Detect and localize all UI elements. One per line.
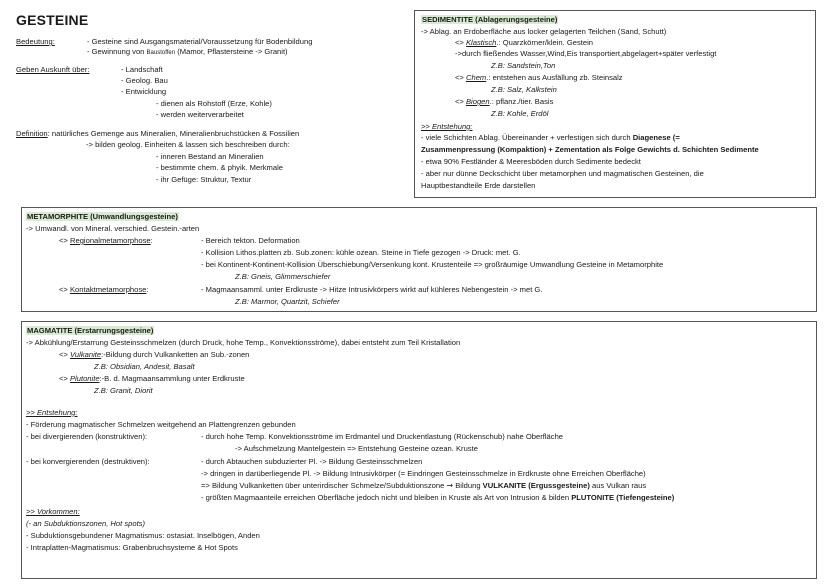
- auskunft-label: Geben Auskunft über:: [16, 65, 90, 74]
- bedeutung-baustoffe: Baustoffen: [146, 50, 176, 56]
- bedeutung-line-1: - Gesteine sind Ausgangsmaterial/Voraussetzung für Bodenbildung: [87, 37, 313, 46]
- vulkanite-line: [59, 350, 249, 360]
- klastisch-line-2: ->durch fließendes Wasser,Wind,Eis transportiert,abgelagert+später verfestigt: [455, 49, 717, 58]
- bedeutung-label: Bedeutung:: [16, 37, 55, 46]
- konvergierend-label: - bei konvergierenden (destruktiven):: [26, 457, 150, 466]
- definition-line-1: [16, 129, 299, 139]
- sediment-entstehung-heading: >> Entstehung:: [421, 122, 473, 131]
- metamorphite-box: [21, 207, 817, 312]
- text: Bildung: [453, 481, 483, 490]
- regional-item: - bei Kontinent-Kontinent-Kollision Überschiebung/Versenkung kont. Krustenteile => großräumige Umwandlung Gesteine in Metamorphite: [201, 260, 664, 269]
- colon: :: [146, 285, 149, 294]
- bullet: <>: [455, 38, 466, 47]
- vulkanite-example: Z.B: Obsidian, Andesit, Basalt: [94, 362, 195, 371]
- bullet: <>: [455, 73, 466, 82]
- bullet: <>: [59, 236, 70, 245]
- chem-line: [455, 73, 623, 83]
- klastisch-text: .: Quarzkörner/klein. Gestein: [496, 38, 594, 47]
- biogen-label: Biogen: [465, 97, 490, 106]
- plutonite-example: Z.B: Granit, Diorit: [94, 386, 153, 395]
- text: - viele Schichten Ablag. Übereinander + verfestigen sich durch: [421, 133, 633, 142]
- sedimentite-box: [414, 10, 816, 198]
- sedimentite-title: SEDIMENTITE (Ablagerungsgesteine): [422, 15, 558, 24]
- kontakt-label: Kontaktmetamorphose: [69, 285, 147, 294]
- auskunft-item: - Entwicklung: [121, 87, 167, 96]
- text: aus Vulkan raus: [589, 481, 647, 490]
- sediment-entstehung-line-4: - aber nur dünne Deckschicht über metamorphen und magmatischen Gesteinen, die: [421, 169, 704, 178]
- diagenese-bold: Diagenese (=: [632, 133, 680, 142]
- klastisch-label: Klastisch: [465, 38, 497, 47]
- regional-item: - Bereich tekton. Deformation: [201, 236, 300, 245]
- regional-line: [59, 236, 153, 246]
- regional-item: - Kollision Lithos.platten zb. Sub.zonen: kühle ozean. Steine in Tiefe gezogen -> Druck: met. G.: [201, 248, 521, 257]
- plutonite-bold: PLUTONITE (Tiefengesteine): [571, 493, 675, 502]
- sediment-entstehung-line-5: Hauptbestandteile Erde darstellen: [421, 181, 536, 190]
- magmatite-line-1: -> Abkühlung/Erstarrung Gesteinsschmelzen (durch Druck, hohe Temp., Konvektionsströme), dabei entsteht zum Teil Kristallation: [26, 338, 461, 347]
- chem-example: Z.B: Salz, Kalkstein: [491, 85, 557, 94]
- bedeutung-line-2a: - Gewinnung von: [87, 47, 147, 56]
- bullet: <>: [59, 350, 70, 359]
- divergierend-label: - bei divergierenden (konstruktiven):: [26, 432, 148, 441]
- chem-label: Chem: [465, 73, 487, 82]
- magmatite-title: MAGMATITE (Erstarrungsgesteine): [27, 326, 154, 335]
- vulkanite-label: Vulkanite: [69, 350, 102, 359]
- auskunft-sub-item: - werden weiterverarbeitet: [156, 110, 244, 119]
- plutonite-text: :-B. d. Magmaansammlung unter Erdkruste: [99, 374, 245, 383]
- bullet: <>: [59, 374, 70, 383]
- vorkommen-heading: >> Vorkommen:: [26, 507, 80, 516]
- konvergierend-line-2: -> dringen in darüberliegende Pl. -> Bildung Intrusivkörper (= Eindringen Gesteinsschmelze in Erdkruste ohne Erreichen Oberfläche): [201, 469, 646, 478]
- konvergierend-line-4: [201, 493, 674, 503]
- auskunft-item: - Geolog. Bau: [121, 76, 168, 85]
- biogen-text: .: pflanz./tier. Basis: [489, 97, 554, 106]
- kontakt-example: Z.B: Marmor, Quartzit, Schiefer: [235, 297, 340, 306]
- definition-label: Definition: [16, 129, 48, 138]
- definition-line-2: -> bilden geolog. Einheiten & lassen sich beschreiben durch:: [86, 140, 290, 149]
- definition-item: - bestimmte chem. & phyik. Merkmale: [156, 163, 284, 172]
- bedeutung-line-2: [87, 47, 288, 58]
- magmatite-box: [21, 321, 817, 579]
- klastisch-line: [455, 38, 593, 48]
- plutonite-line: [59, 374, 245, 384]
- metamorphite-line-1: -> Umwandl. von Mineral. verschied. Gestein.-arten: [26, 224, 200, 233]
- kontakt-item: - Magmaansamml. unter Erdkruste -> Hitze Intrusivkörpers wirkt auf kühleres Nebengestein -> met G.: [201, 285, 543, 294]
- definition-item: - inneren Bestand an Mineralien: [156, 152, 264, 161]
- klastisch-example: Z.B: Sandstein,Ton: [491, 61, 556, 70]
- plutonite-label: Plutonite: [69, 374, 100, 383]
- sediment-entstehung-line-2: Zusammenpressung (Kompaktion) + Zementation als Folge Gewichts d. Schichten Sedimente: [421, 145, 759, 154]
- konvergierend-line-1: - durch Abtauchen subduzierter Pl. -> Bildung Gesteinsschmelzen: [201, 457, 423, 466]
- konvergierend-line-3: [201, 481, 646, 492]
- text: - größten Magmaanteile erreichen Oberfläche jedoch nicht und bleiben in Kruste als Art von Intrusion & bilden: [201, 493, 572, 502]
- bullet: <>: [455, 97, 466, 106]
- vorkommen-line-2: - Intraplatten-Magmatismus: Grabenbruchsysteme & Hot Spots: [26, 543, 238, 552]
- sediment-entstehung-line-1: [421, 133, 680, 143]
- definition-text: : natürliches Gemenge aus Mineralien, Mineralienbruchstücken & Fossilien: [47, 129, 300, 138]
- arrow-right-icon: →: [446, 481, 454, 490]
- sediment-entstehung-line-3: - etwa 90% Festländer & Meeresböden durch Sedimente bedeckt: [421, 157, 641, 166]
- bullet: <>: [59, 285, 70, 294]
- chem-text: .: entstehen aus Ausfällung zb. Steinsalz: [486, 73, 623, 82]
- colon: :: [150, 236, 153, 245]
- definition-item: - ihr Gefüge: Struktur, Textur: [156, 175, 252, 184]
- biogen-example: Z.B: Kohle, Erdöl: [491, 109, 549, 118]
- regional-label: Regionalmetamorphose: [69, 236, 151, 245]
- kontakt-line: [59, 285, 149, 295]
- page-title: GESTEINE: [16, 12, 89, 28]
- magma-entstehung-heading: >> Entstehung:: [26, 408, 78, 417]
- divergierend-line-2: -> Aufschmelzung Mantelgestein => Entstehung Gesteine ozean. Kruste: [235, 444, 478, 453]
- magma-entstehung-line-1: - Förderung magmatischer Schmelzen weitgehend an Plattengrenzen gebunden: [26, 420, 296, 429]
- vulkanite-text: :-Bildung durch Vulkanketten an Sub.-zonen: [101, 350, 250, 359]
- metamorphite-title: METAMORPHITE (Umwandlungsgesteine): [27, 212, 178, 221]
- vulkanite-bold: VULKANITE (Ergussgesteine): [482, 481, 590, 490]
- vorkommen-line-1: - Subduktionsgebundener Magmatismus: ostasiat. Inselbögen, Anden: [26, 531, 260, 540]
- text: => Bildung Vulkanketten über unterirdischer Schmelze/Subduktionszone: [201, 481, 447, 490]
- divergierend-line-1: - durch hohe Temp. Konvektionsströme im Erdmantel und Druckentlastung (Rückenschub) nahe Oberfläche: [201, 432, 564, 441]
- biogen-line: [455, 97, 553, 107]
- bedeutung-line-2b: (Mamor, Pflastersteine -> Granit): [175, 47, 288, 56]
- sedimentite-line-1: -> Ablag. an Erdoberfläche aus locker gelagerten Teilchen (Sand, Schutt): [421, 27, 667, 36]
- regional-example: Z.B: Gneis, Glimmerschiefer: [235, 272, 331, 281]
- vorkommen-line-0: (- an Subduktionszonen, Hot spots): [26, 519, 146, 528]
- auskunft-item: - Landschaft: [121, 65, 163, 74]
- auskunft-sub-item: - dienen als Rohstoff (Erze, Kohle): [156, 99, 272, 108]
